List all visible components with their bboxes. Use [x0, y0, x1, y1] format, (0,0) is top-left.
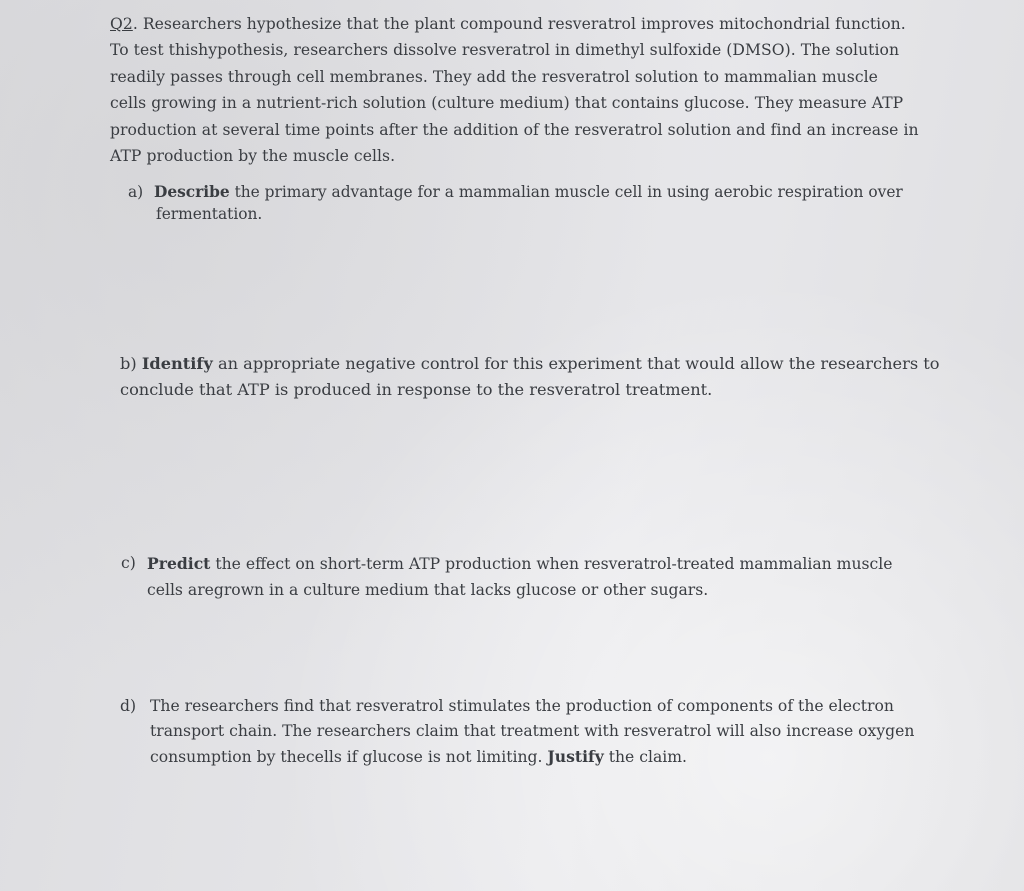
intro-line-6: ATP production by the muscle cells. [110, 147, 396, 166]
part-c-letter: c) [121, 554, 136, 572]
part-b-letter: b) [120, 354, 137, 373]
part-b-text: b) Identify an appropriate negative control for this experiment that would allow the researchers to conclude that ATP is produced in response to the resveratrol treatment. [120, 354, 940, 399]
part-a-verb: Describe [154, 183, 230, 201]
part-b-verb: Identify [141, 354, 213, 373]
part-a-text: Describe the primary advantage for a mammalian muscle cell in using aerobic respiration over fermentation. [154, 183, 903, 223]
question-number: Q2 [110, 15, 133, 33]
part-d-verb: Justify [547, 747, 604, 767]
part-c-verb: Predict [147, 554, 211, 573]
part-c [121, 551, 921, 603]
part-a [128, 182, 928, 225]
intro-line-2: To test thishypothesis, researchers dissolve resveratrol in dimethyl sulfoxide (DMSO). The solution [110, 41, 900, 60]
part-a-letter: a) [128, 183, 144, 201]
intro-line-3: readily passes through cell membranes. They add the resveratrol solution to mammalian muscle [110, 67, 878, 86]
intro-line-1: Q2. Researchers hypothesize that the plant compound resveratrol improves mitochondrial function. [110, 15, 906, 33]
part-d [120, 694, 940, 771]
intro-line-5: production at several time points after the addition of the resveratrol solution and find an increase in [110, 120, 919, 139]
part-d-letter: d) [120, 697, 137, 715]
part-d-text: The researchers find that resveratrol stimulates the production of components of the electron transport chain. The researchers claim that treatment with resveratrol will also increase oxygen consumption by thecells if glucose is not limiting. Justify the claim. [150, 697, 915, 767]
question-intro [110, 11, 930, 169]
part-c-text: Predict the effect on short-term ATP production when resveratrol-treated mammalian muscle cells aregrown in a culture medium that lacks glucose or other sugars. [147, 554, 893, 599]
part-b [120, 351, 940, 402]
intro-line-4: cells growing in a nutrient-rich solution (culture medium) that contains glucose. They measure ATP [110, 94, 904, 113]
